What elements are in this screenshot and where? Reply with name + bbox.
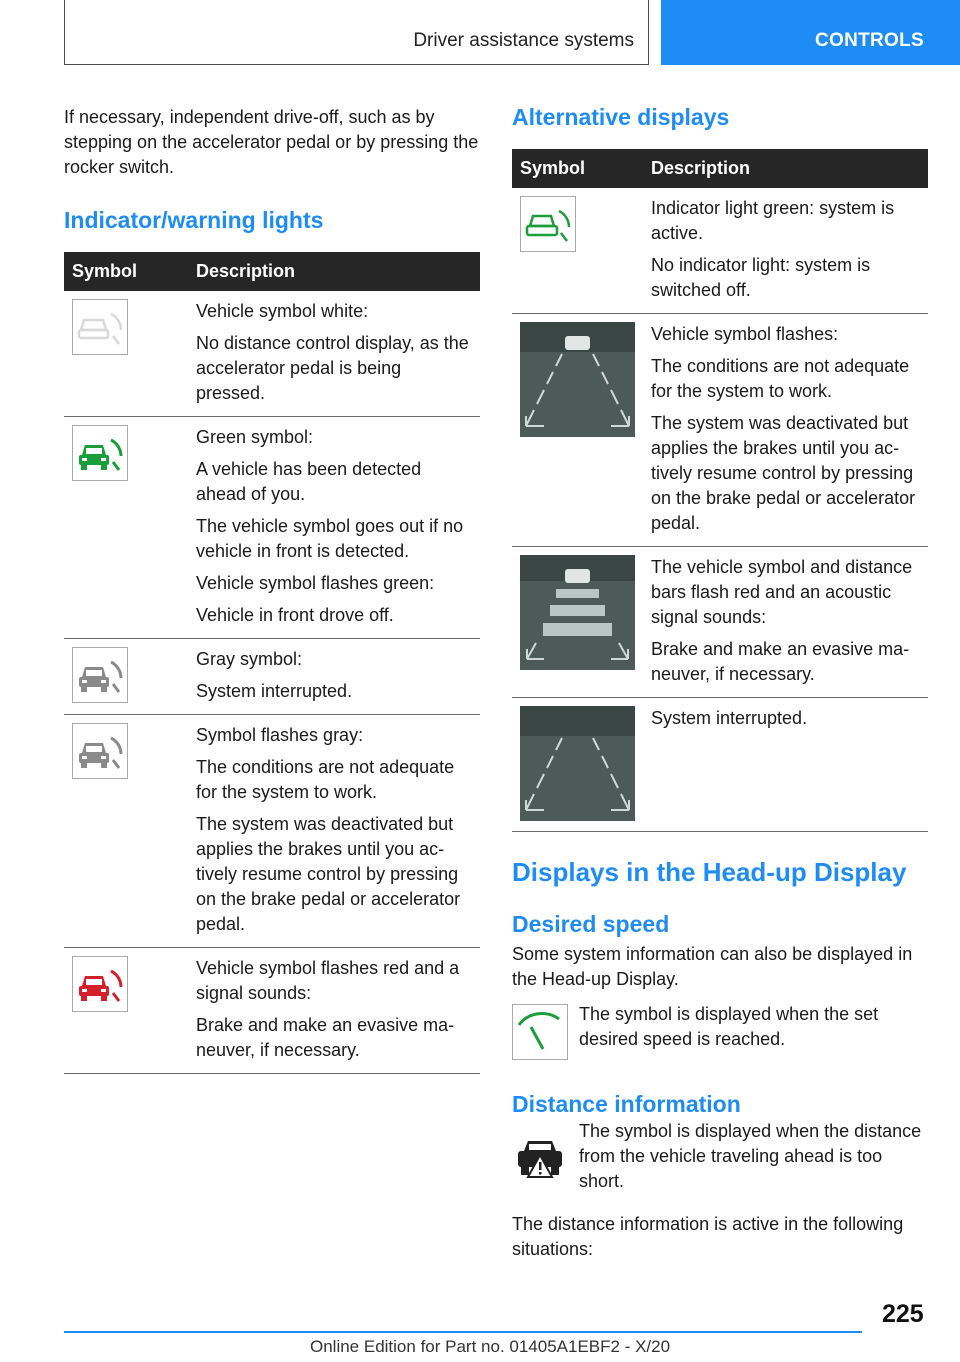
vehicle-white-icon [72,299,128,355]
distance-info-symbol-block [512,1119,928,1194]
hud-heading: Displays in the Head-up Display [512,857,907,887]
col-symbol-header: Symbol [512,149,643,188]
road-distance-bars-display-icon [520,555,635,670]
row-text: Green symbol: [196,427,314,447]
row-text: Vehicle symbol white: [196,301,369,321]
page-number: 225 [882,1300,924,1328]
intro-paragraph: If necessary, independent drive-off, such as by stepping on the accelerator pedal or by pressing the rocker switch. [64,107,479,177]
row-text: No indicator light: system is switched off. [651,255,871,300]
right-column [512,103,928,1262]
section-title: Driver assistance systems [413,30,634,51]
distance-info-symbol-text: The symbol is displayed when the distance from the vehicle traveling ahead is too short. [579,1121,922,1191]
row-text: System interrupted. [196,681,353,701]
distance-info-text: The distance information is active in the following situations: [512,1214,904,1259]
row-text: System interrupted. [651,708,808,728]
table-header-row [512,149,928,188]
distance-warning-icon [512,1131,568,1187]
left-column [64,105,480,1074]
row-text: Vehicle symbol flashes red and a signal sounds: [196,958,460,1003]
chapter-title: CONTROLS [815,30,925,51]
table-header-row [64,252,480,291]
row-text: No distance control display, as the accelerator pedal is being pressed. [196,333,469,403]
col-symbol-header: Symbol [64,252,188,291]
vehicle-gray-flashing-icon [72,723,128,779]
edition-text: Online Edition for Part no. 01405A1EBF2 - X/20 [310,1337,671,1356]
road-empty-display-icon [520,706,635,821]
road-vehicle-display-icon [520,322,635,437]
vehicle-red-icon [72,956,128,1012]
row-text: The vehicle symbol and distance bars flash red and an acoustic signal sounds: [651,557,913,627]
table-row [512,314,928,547]
row-text: Brake and make an evasive maneuver, if necessary. [196,1015,455,1060]
row-text: The system was deactivated but applies the brakes until you actively resume control by pressing on the brake pedal or accelerator pedal. [651,413,916,533]
row-text: A vehicle has been detected ahead of you. [196,459,422,504]
desired-speed-heading: Desired speed [512,911,670,937]
table-row [512,188,928,314]
row-text: The vehicle symbol goes out if no vehicle in front is detected. [196,516,464,561]
section-header [64,0,649,65]
row-text: Vehicle symbol flashes: [651,324,839,344]
footer-divider [64,1331,862,1333]
alternative-displays-table [512,149,928,832]
table-row [64,291,480,417]
row-text: Brake and make an evasive maneuver, if necessary. [651,639,910,684]
chapter-tab [661,0,960,65]
table-row [64,417,480,639]
desired-speed-symbol-text: The symbol is displayed when the set desired speed is reached. [579,1004,879,1049]
row-text: Vehicle symbol flashes green: [196,573,435,593]
distance-info-heading: Distance information [512,1091,741,1117]
table-row [64,948,480,1074]
vehicle-outline-green-icon [520,196,576,252]
table-row [64,639,480,715]
row-text: The conditions are not adequate for the system to work. [196,757,455,802]
table-row [64,715,480,948]
vehicle-gray-icon [72,647,128,703]
alternative-displays-heading: Alternative displays [512,104,730,130]
indicator-heading: Indicator/warning lights [64,207,324,233]
table-row [512,698,928,832]
col-description-header: Description [643,149,928,188]
row-text: Indicator light green: system is active. [651,198,895,243]
speed-arc-icon [512,1004,568,1060]
table-row [512,547,928,698]
col-description-header: Description [188,252,480,291]
row-text: Symbol flashes gray: [196,725,364,745]
row-text: Vehicle in front drove off. [196,605,394,625]
row-text: The conditions are not adequate for the system to work. [651,356,910,401]
row-text: The system was deactivated but applies the brakes until you actively resume control by pressing on the brake pedal or accelerator pedal. [196,814,461,934]
desired-speed-symbol-block [512,1002,928,1062]
indicator-table [64,252,480,1074]
row-text: Gray symbol: [196,649,303,669]
desired-speed-text: Some system information can also be displayed in the Head-up Display. [512,944,913,989]
vehicle-green-icon [72,425,128,481]
